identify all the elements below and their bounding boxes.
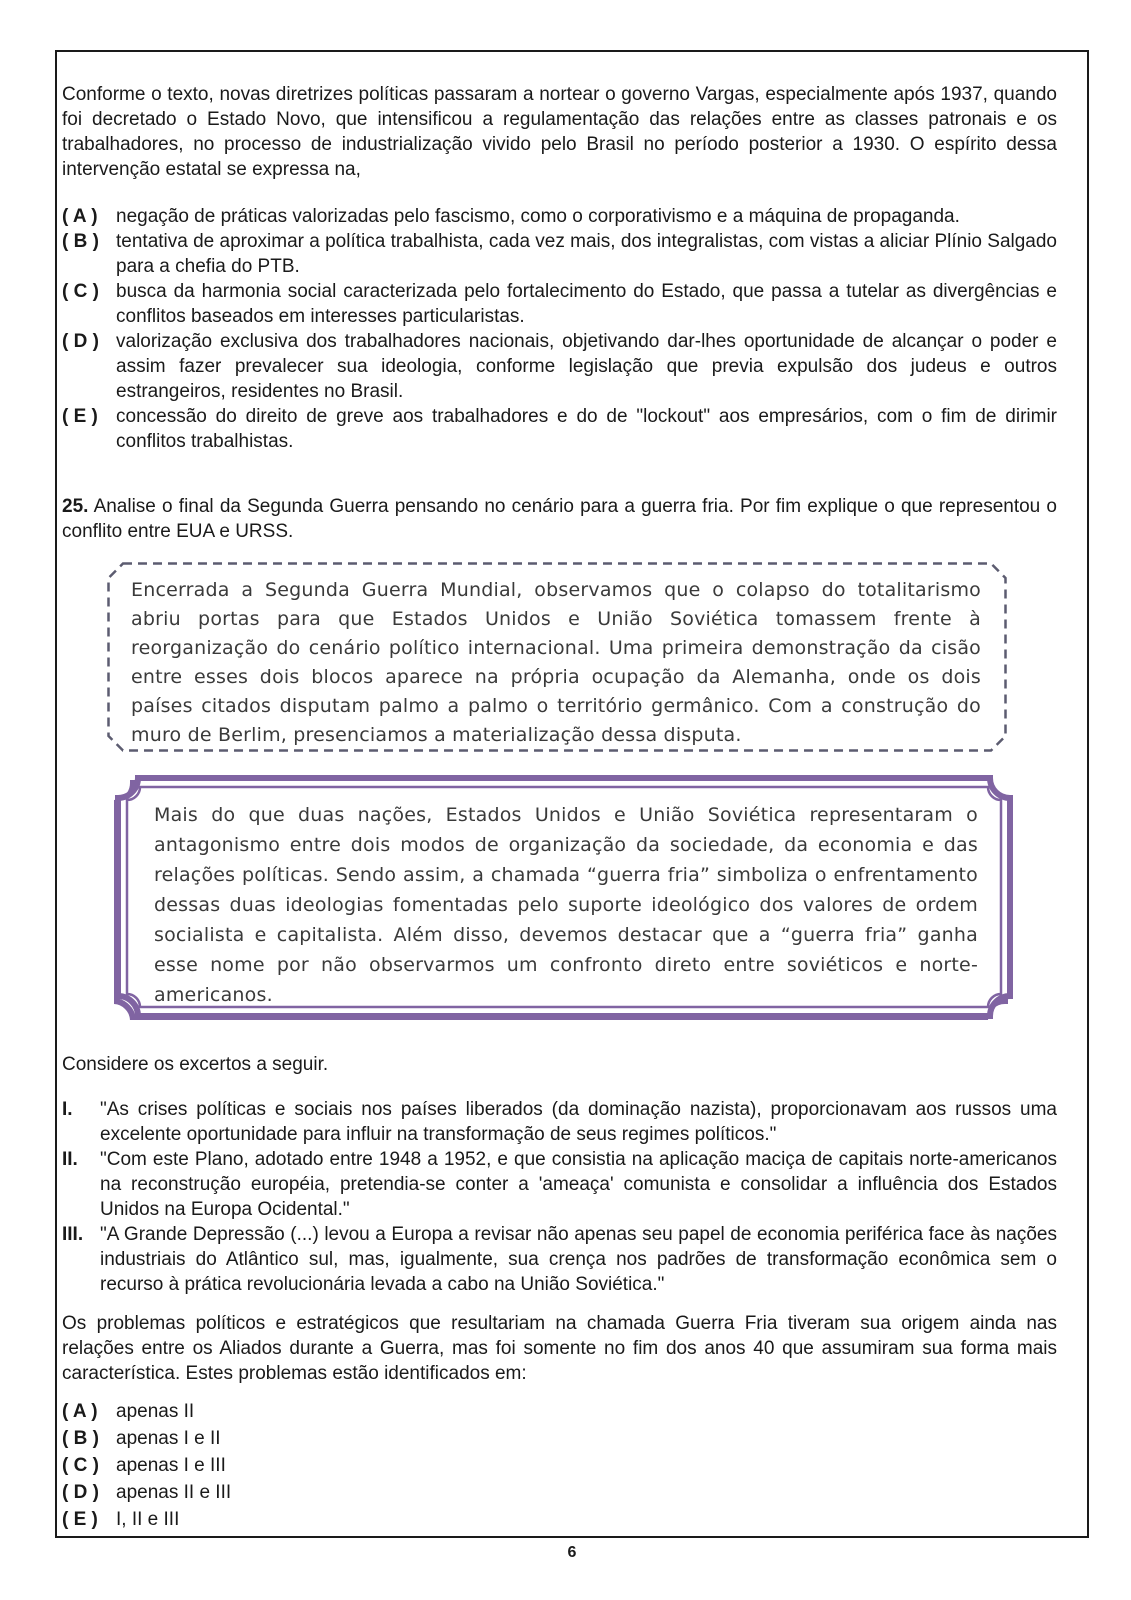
option-text: apenas I e III <box>116 1455 226 1476</box>
option-row <box>62 404 1057 454</box>
option-row <box>62 229 1057 279</box>
excerpt-text: "Com este Plano, adotado entre 1948 a 1952, e que consistia na aplicação maciça de capitais norte-americanos na reconstrução européia, pretendia-se conter a 'ameaça' comunista e consolidar a influência dos Estados Unidos na Europa Ocidental." <box>100 1149 1057 1220</box>
option-label: ( E ) <box>62 1509 98 1530</box>
plaque-callout-text: Mais do que duas nações, Estados Unidos e União Soviética representaram o antagonismo entre dois modos de organização da sociedade, da economia e das relações políticas. Sendo assim, a chamada “guerra fria” simboliza o enfrentamento dessas duas ideologias fomentadas pelo suporte ideológico dos valores de ordem socialista e capitalista. Além disso, devemos destacar que a “guerra fria” ganha esse nome por não observarmos um confronto direto entre soviéticos e norte-americanos. <box>154 804 978 1006</box>
option-text: I, II e III <box>116 1509 180 1530</box>
option-label: ( B ) <box>62 1428 99 1449</box>
option-text: negação de práticas valorizadas pelo fascismo, como o corporativismo e a máquina de propaganda. <box>116 206 960 227</box>
option-label: ( B ) <box>62 231 99 252</box>
excerpt-text: "As crises políticas e sociais nos países liberados (da dominação nazista), proporcionavam aos russos uma excelente oportunidade para influir na transformação de seus regimes políticos." <box>100 1099 1057 1145</box>
q25-stem <box>62 494 1057 544</box>
option-row <box>62 1479 1057 1506</box>
option-row <box>62 1398 1057 1425</box>
excerpt-text: "A Grande Depressão (...) levou a Europa a revisar não apenas seu papel de economia periférica face às nações industriais do Atlântico sul, mas, igualmente, sua crença nos padrões de transformação econômica sem o recurso à prática revolucionária levada a cabo na União Soviética." <box>100 1224 1057 1295</box>
option-label: ( D ) <box>62 1482 99 1503</box>
excerpt-row <box>62 1097 1057 1147</box>
option-label: ( E ) <box>62 406 98 427</box>
excerpt-row <box>62 1147 1057 1222</box>
option-row <box>62 204 1057 229</box>
dashed-callout <box>107 562 1007 752</box>
question-stem-text: Analise o final da Segunda Guerra pensando no cenário para a guerra fria. Por fim explique o que representou o conflito entre EUA e URSS. <box>62 496 1057 542</box>
option-row <box>62 279 1057 329</box>
dashed-callout-text: Encerrada a Segunda Guerra Mundial, observamos que o colapso do totalitarismo abriu portas para que Estados Unidos e União Soviética tomassem frente à reorganização do cenário político internacional. Uma primeira demonstração da cisão entre esses dois blocos aparece na própria ocupação da Alemanha, onde os dois países citados disputam palmo a palmo o território germânico. Com a construção do muro de Berlim, presenciamos a materialização dessa disputa. <box>131 579 981 746</box>
option-text: busca da harmonia social caracterizada pelo fortalecimento do Estado, que passa a tutelar as divergências e conflitos baseados em interesses particularistas. <box>116 281 1057 327</box>
excerpt-list <box>62 1097 1057 1297</box>
page-number: 6 <box>567 1544 577 1561</box>
excerpt-numeral: II. <box>62 1149 78 1170</box>
option-row <box>62 1506 1057 1533</box>
excerpt-row <box>62 1222 1057 1297</box>
q24-stem: Conforme o texto, novas diretrizes políticas passaram a nortear o governo Vargas, especialmente após 1937, quando foi decretado o Estado Novo, que intensificou a regulamentação das relações entre as classes patronais e os trabalhadores, no processo de industrialização vivido pelo Brasil no período posterior a 1930. O espírito dessa intervenção estatal se expressa na, <box>62 84 1057 180</box>
option-label: ( A ) <box>62 1401 98 1422</box>
q25-closing: Os problemas políticos e estratégicos que resultariam na chamada Guerra Fria tiveram sua origem ainda nas relações entre os Aliados durante a Guerra, mas foi somente no fim dos anos 40 que assumiram sua forma mais característica. Estes problemas estão identificados em: <box>62 1313 1057 1384</box>
option-text: apenas II <box>116 1401 195 1422</box>
option-label: ( D ) <box>62 331 99 352</box>
option-text: concessão do direito de greve aos trabalhadores e do de "lockout" aos empresários, com o fim de dirimir conflitos trabalhistas. <box>116 406 1057 452</box>
page-border-frame <box>55 50 1089 1538</box>
option-label: ( C ) <box>62 1455 99 1476</box>
option-label: ( C ) <box>62 281 99 302</box>
option-label: ( A ) <box>62 206 98 227</box>
considere-line: Considere os excertos a seguir. <box>62 1054 329 1075</box>
q24-options <box>62 204 1057 454</box>
q25-options <box>62 1398 1057 1533</box>
option-text: valorização exclusiva dos trabalhadores nacionais, objetivando dar-lhes oportunidade de alcançar o poder e assim fazer prevalecer sua ideologia, conforme legislação que previa expulsão dos judeus e outros estrangeiros, residentes no Brasil. <box>116 331 1057 402</box>
option-text: apenas I e II <box>116 1428 221 1449</box>
excerpt-numeral: I. <box>62 1099 73 1120</box>
plaque-callout <box>114 774 1014 1020</box>
option-row <box>62 1452 1057 1479</box>
question-number: 25. <box>62 496 89 517</box>
option-text: apenas II e III <box>116 1482 232 1503</box>
option-text: tentativa de aproximar a política trabalhista, cada vez mais, dos integralistas, com vistas a aliciar Plínio Salgado para a chefia do PTB. <box>116 231 1057 277</box>
option-row <box>62 329 1057 404</box>
option-row <box>62 1425 1057 1452</box>
excerpt-numeral: III. <box>62 1224 84 1245</box>
